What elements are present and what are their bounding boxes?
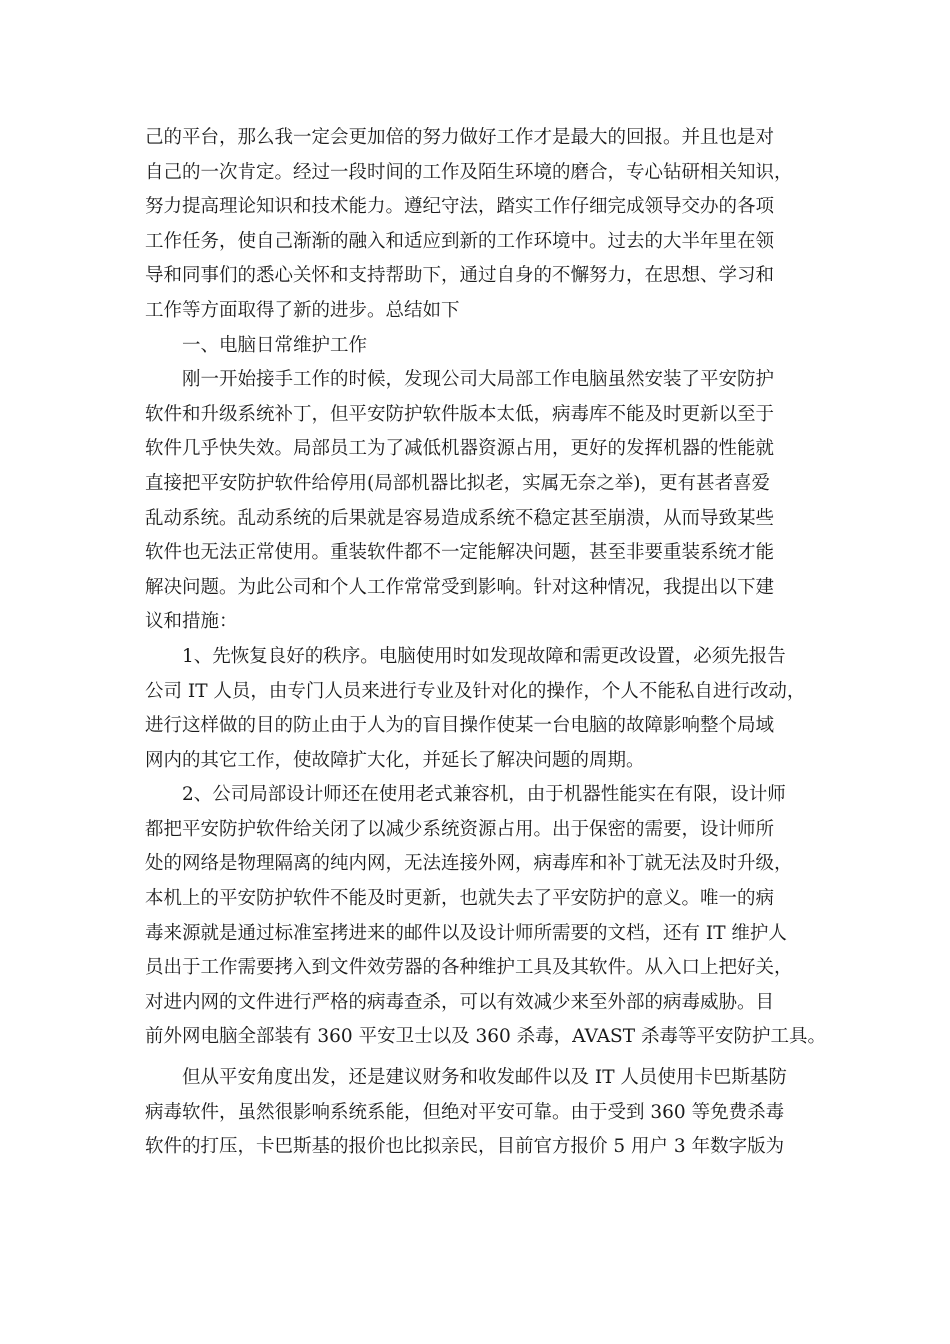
text-line: 工作等方面取得了新的进步。总结如下 xyxy=(145,299,460,321)
paragraph-3 xyxy=(145,640,805,778)
text-line: 员出于工作需要拷入到文件效劳器的各种维护工具及其软件。从入口上把好关， xyxy=(145,957,793,979)
text-line: 解决问题。为此公司和个人工作常常受到影响。针对这种情况，我提出以下建 xyxy=(145,576,775,598)
text-line: 2、公司局部设计师还在使用老式兼容机，由于机器性能实在有限，设计师 xyxy=(182,784,786,806)
text-line: 工作任务，使自己渐渐的融入和适应到新的工作环境中。过去的大半年里在领 xyxy=(145,230,775,252)
text-line: 但从平安角度出发，还是建议财务和收发邮件以及 IT 人员使用卡巴斯基防 xyxy=(182,1067,787,1089)
text-line: 病毒软件，虽然很影响系统系能，但绝对平安可靠。由于受到 360 等免费杀毒 xyxy=(145,1101,785,1123)
section-heading: 一、电脑日常维护工作 xyxy=(182,334,368,356)
document-body xyxy=(145,121,826,1165)
text-line: 议和措施： xyxy=(145,611,238,633)
text-line: 努力提高理论知识和技术能力。遵纪守法，踏实工作仔细完成领导交办的各项 xyxy=(145,196,775,218)
paragraph-1 xyxy=(145,121,805,329)
paragraph-2 xyxy=(145,363,805,640)
text-line: 前外网电脑全部装有 360 平安卫士以及 360 杀毒，AVAST 杀毒等平安防护工具。 xyxy=(145,1026,826,1048)
text-line: 直接把平安防护软件给停用(局部机器比拟老，实属无奈之举)，更有甚者喜爱 xyxy=(145,472,770,494)
text-line: 公司 IT 人员，由专门人员来进行专业及针对化的操作，个人不能私自进行改动， xyxy=(145,680,806,702)
text-line: 软件和升级系统补丁，但平安防护软件版本太低，病毒库不能及时更新以至于 xyxy=(145,403,775,425)
paragraph-4 xyxy=(145,778,826,1055)
text-line: 导和同事们的悉心关怀和支持帮助下，通过自身的不懈努力，在思想、学习和 xyxy=(145,265,775,287)
text-line: 本机上的平安防护软件不能及时更新，也就失去了平安防护的意义。唯一的病 xyxy=(145,888,775,910)
text-line: 自己的一次肯定。经过一段时间的工作及陌生环境的磨合，专心钻研相关知识， xyxy=(145,161,793,183)
text-line: 1、先恢复良好的秩序。电脑使用时如发现故障和需更改设置，必须先报告 xyxy=(182,645,786,667)
text-line: 软件也无法正常使用。重装软件都不一定能解决问题，甚至非要重装系统才能 xyxy=(145,542,775,564)
text-line: 刚一开始接手工作的时候，发现公司大局部工作电脑虽然安装了平安防护 xyxy=(182,369,775,391)
text-line: 对进内网的文件进行严格的病毒查杀，可以有效减少来至外部的病毒威胁。目 xyxy=(145,991,775,1013)
text-line: 处的网络是物理隔离的纯内网，无法连接外网，病毒库和补丁就无法及时升级， xyxy=(145,853,793,875)
paragraph-5 xyxy=(145,1061,805,1165)
text-line: 网内的其它工作，使故障扩大化，并延长了解决问题的周期。 xyxy=(145,749,645,771)
text-line: 己的平台，那么我一定会更加倍的努力做好工作才是最大的回报。并且也是对 xyxy=(145,127,775,148)
text-line: 软件的打压，卡巴斯基的报价也比拟亲民，目前官方报价 5 用户 3 年数字版为 xyxy=(145,1136,785,1158)
text-line: 软件几乎快失效。局部员工为了减低机器资源占用，更好的发挥机器的性能就 xyxy=(145,438,775,460)
text-line: 乱动系统。乱动系统的后果就是容易造成系统不稳定甚至崩溃，从而导致某些 xyxy=(145,507,775,529)
text-line: 毒来源就是通过标准室拷进来的邮件以及设计师所需要的文档，还有 IT 维护人 xyxy=(145,922,787,944)
text-line: 都把平安防护软件给关闭了以减少系统资源占用。出于保密的需要，设计师所 xyxy=(145,818,775,840)
text-line: 进行这样做的目的防止由于人为的盲目操作使某一台电脑的故障影响整个局域 xyxy=(145,715,775,737)
